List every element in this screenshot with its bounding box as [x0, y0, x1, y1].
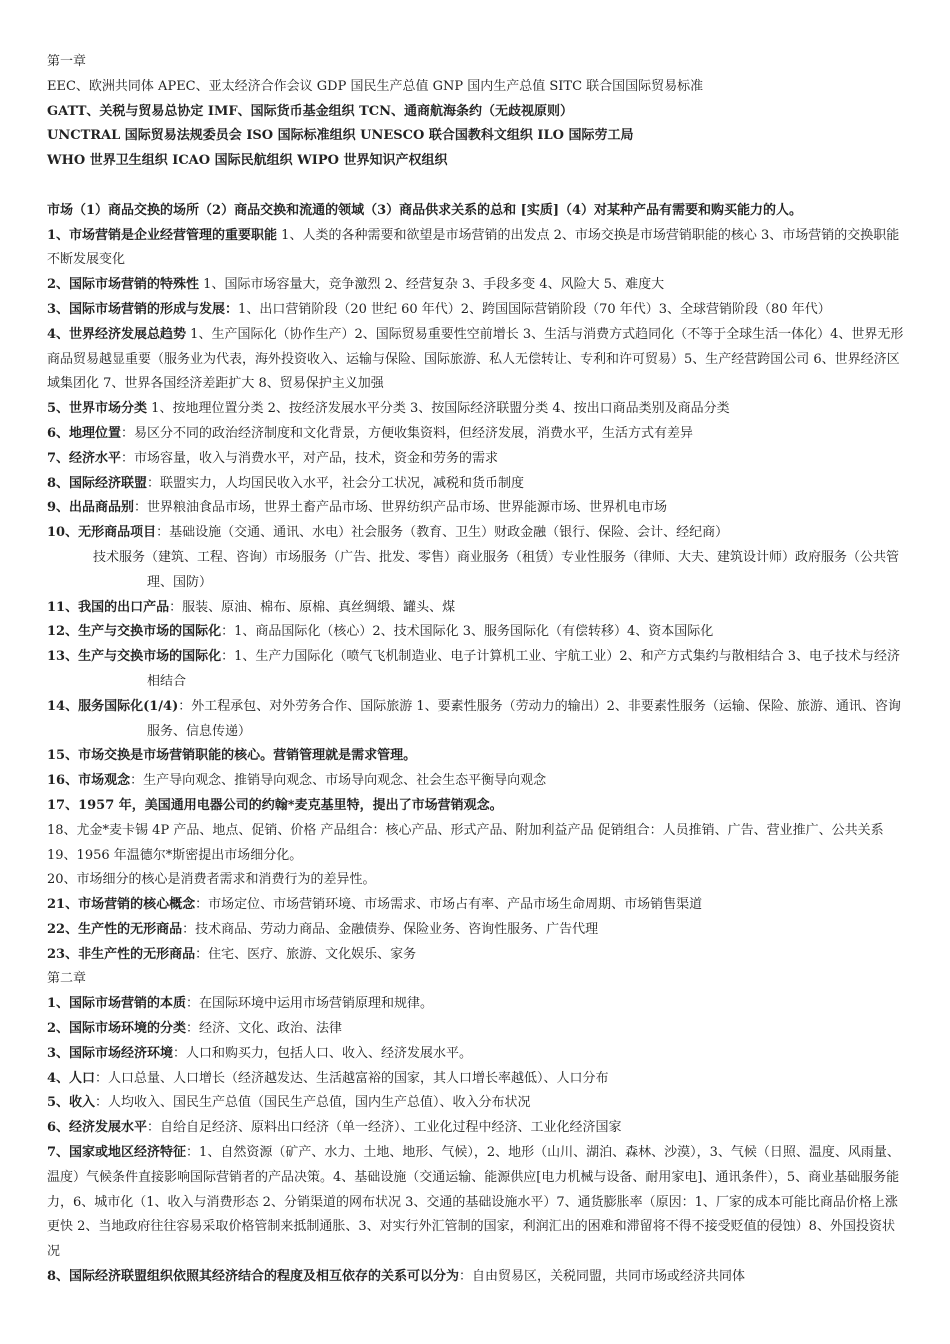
ch1-item-9 — [47, 496, 906, 521]
ch1-item-21 — [47, 893, 906, 918]
ch1-item-7-text: ：市场容量，收入与消费水平，对产品，技术，资金和劳务的需求 — [121, 450, 499, 466]
ch1-item-12-heading: 12、生产与交换市场的国际化 — [47, 624, 222, 640]
ch2-item-1 — [47, 992, 906, 1017]
ch1-item-5-heading: 5、世界市场分类 — [47, 401, 148, 417]
ch2-item-5-heading: 5、收入 — [47, 1095, 96, 1111]
chapter-2-title: 第二章 — [47, 971, 87, 987]
ch1-item-23-heading: 23、非生产性的无形商品 — [47, 946, 196, 962]
ch1-item-1 — [47, 224, 906, 274]
ch1-item-10-text: ：基础设施（交通、通讯、水电）社会服务（教育、卫生）财政金融（银行、保险、会计、经纪商） — [156, 525, 729, 541]
ch1-item-7-heading: 7、经济水平 — [47, 450, 122, 466]
ch1-item-22-text: ：技术商品、劳动力商品、金融债券、保险业务、咨询性服务、广告代理 — [182, 921, 599, 937]
ch1-item-1-heading: 1、市场营销是企业经营管理的重要职能 — [47, 227, 278, 243]
chapter-1-title: 第一章 — [47, 54, 87, 69]
abbr-line-3: UNCTRAL 国际贸易法规委员会 ISO 国际标准组织 UNESCO 联合国教科文组织 ILO 国际劳工局 — [47, 128, 634, 144]
ch1-item-17: 17、1957 年，美国通用电器公司的约翰*麦克基里特，提出了市场营销观念。 — [47, 797, 503, 813]
ch1-item-23 — [47, 943, 906, 968]
ch1-item-10-continuation-text: 技术服务（建筑、工程、咨询）市场服务（广告、批发、零售）商业服务（租赁）专业性服务（律师、大夫、建筑设计师）政府服务（公共管理、国防） — [93, 549, 900, 590]
ch1-item-14 — [47, 695, 906, 745]
ch1-item-16 — [47, 769, 906, 794]
ch1-item-10-continuation — [47, 546, 906, 596]
ch1-item-8-heading: 8、国际经济联盟 — [47, 475, 148, 491]
ch2-item-6 — [47, 1116, 906, 1141]
market-definition: 市场（1）商品交换的场所（2）商品交换和流通的领域（3）商品供求关系的总和 [实质]（4）对某种产品有需要和购买能力的人。 — [47, 202, 803, 218]
ch1-item-9-text: ：世界粮油食品市场，世界土畜产品市场、世界纺织产品市场、世界能源市场、世界机电市场 — [134, 500, 668, 516]
ch1-item-8 — [47, 472, 906, 497]
ch1-item-9-heading: 9、出品商品别 — [47, 500, 135, 516]
ch1-item-3-text: 1、出口营销阶段（20 世纪 60 年代）2、跨国国际营销阶段（70 年代）3、全球营销阶段（80 年代） — [238, 301, 831, 317]
ch2-item-1-heading: 1、国际市场营销的本质 — [47, 996, 187, 1012]
ch2-item-5-text: ：人均收入、国民生产总值（国民生产总值，国内生产总值）、收入分布状况 — [95, 1095, 531, 1111]
ch2-item-3-text: ：人口和购买力，包括人口、收入、经济发展水平。 — [173, 1045, 473, 1061]
ch1-item-11-heading: 11、我国的出口产品 — [47, 599, 170, 615]
ch1-item-4-text: 1、生产国际化（协作生产）2、国际贸易重要性空前增长 3、生活与消费方式趋同化（不等于全球生活一体化）4、世界无形商品贸易越显重要（服务业为代表，海外投资收入、运输与保险、国际旅游、私人无偿转让、专利和许可贸易）5、生产经营跨国公司 6、世界经济区域集团化 7、世界各国经济差距扩大 8、贸易保护主义加强 — [47, 326, 904, 392]
ch1-item-6 — [47, 422, 906, 447]
ch1-item-1-text: 1、人类的各种需要和欲望是市场营销的出发点 2、市场交换是市场营销职能的核心 3、市场营销的交换职能不断发展变化 — [47, 227, 900, 268]
ch2-item-6-text: ：自给自足经济、原料出口经济（单一经济）、工业化过程中经济、工业化经济国家 — [147, 1120, 622, 1136]
ch2-item-4 — [47, 1067, 906, 1092]
ch1-item-23-text: ：住宅、医疗、旅游、文化娱乐、家务 — [195, 946, 417, 962]
abbr-line-2: GATT、关税与贸易总协定 IMF、国际货币基金组织 TCN、通商航海条约（无歧视原则） — [47, 103, 574, 119]
ch1-item-5-text: 1、按地理位置分类 2、按经济发展水平分类 3、按国际经济联盟分类 4、按出口商品类别及商品分类 — [147, 401, 730, 417]
ch1-item-13-text: ：1、生产力国际化（喷气飞机制造业、电子计算机工业、宇航工业）2、和产方式集约与散相结合 3、电子技术与经济相结合 — [147, 649, 901, 689]
ch2-item-8-text: ：自由贸易区，关税同盟，共同市场或经济共同体 — [459, 1269, 746, 1285]
ch1-item-4 — [47, 323, 906, 397]
ch1-item-19: 19、1956 年温德尔*斯密提出市场细分化。 — [47, 847, 303, 863]
ch1-item-16-heading: 16、市场观念 — [47, 773, 131, 789]
ch1-item-21-text: ：市场定位、市场营销环境、市场需求、市场占有率、产品市场生命周期、市场销售渠道 — [195, 897, 703, 913]
abbr-line-1: EEC、欧洲共同体 APEC、亚太经济合作会议 GDP 国民生产总值 GNP 国内生产总值 SITC 联合国国际贸易标准 — [47, 78, 704, 94]
ch1-item-2-heading: 2、国际市场营销的特殊性 — [47, 277, 200, 293]
ch2-item-5 — [47, 1091, 906, 1116]
ch1-item-5 — [47, 397, 906, 422]
ch1-item-22 — [47, 918, 906, 943]
ch1-item-15: 15、市场交换是市场营销职能的核心。营销管理就是需求管理。 — [47, 748, 417, 764]
ch1-item-21-heading: 21、市场营销的核心概念 — [47, 897, 196, 913]
ch2-item-7-heading: 7、国家或地区经济特征 — [47, 1145, 187, 1161]
ch1-item-3-heading: 3、国际市场营销的形成与发展： — [47, 301, 239, 317]
ch2-item-2-heading: 2、国际市场环境的分类 — [47, 1021, 187, 1037]
ch1-item-11 — [47, 596, 906, 621]
ch2-item-7 — [47, 1141, 906, 1265]
ch1-item-12-text: ：1、商品国际化（核心）2、技术国际化 3、服务国际化（有偿转移）4、资本国际化 — [221, 624, 714, 640]
ch1-item-14-heading: 14、服务国际化(1/4) — [47, 698, 179, 714]
ch2-item-6-heading: 6、经济发展水平 — [47, 1120, 148, 1136]
ch1-item-12 — [47, 620, 906, 645]
ch2-item-2 — [47, 1017, 906, 1042]
ch1-item-7 — [47, 447, 906, 472]
ch1-item-6-text: ：易区分不同的政治经济制度和文化背景，方便收集资料，但经济发展，消费水平，生活方式有差异 — [121, 425, 694, 441]
ch2-item-3-heading: 3、国际市场经济环境 — [47, 1045, 174, 1061]
ch2-item-3 — [47, 1042, 906, 1067]
ch2-item-4-heading: 4、人口 — [47, 1070, 96, 1086]
ch2-item-8 — [47, 1265, 906, 1290]
ch1-item-11-text: ：服装、原油、棉布、原棉、真丝绸缎、罐头、煤 — [169, 599, 456, 615]
ch2-item-2-text: ：经济、文化、政治、法律 — [186, 1021, 343, 1037]
ch1-item-6-heading: 6、地理位置 — [47, 425, 122, 441]
blank-line — [47, 174, 906, 199]
ch1-item-14-text: ：外工程承包、对外劳务合作、国际旅游 1、要素性服务（劳动力的输出）2、非要素性服务（运输、保险、旅游、通讯、咨询服务、信息传递） — [147, 698, 901, 739]
ch1-item-4-heading: 4、世界经济发展总趋势 — [47, 326, 187, 342]
ch1-item-10-heading: 10、无形商品项目 — [47, 525, 157, 541]
ch1-item-22-heading: 22、生产性的无形商品 — [47, 921, 183, 937]
ch1-item-8-text: ：联盟实力，人均国民收入水平，社会分工状况，减税和货币制度 — [147, 475, 525, 491]
ch1-item-18: 18、尤金*麦卡锡 4P 产品、地点、促销、价格 产品组合：核心产品、形式产品、附加利益产品 促销组合：人员推销、广告、营业推广、公共关系 — [47, 822, 884, 838]
ch1-item-10 — [47, 521, 906, 546]
ch1-item-20: 20、市场细分的核心是消费者需求和消费行为的差异性。 — [47, 872, 376, 888]
ch2-item-1-text: ：在国际环境中运用市场营销原理和规律。 — [186, 996, 434, 1012]
abbr-line-4: WHO 世界卫生组织 ICAO 国际民航组织 WIPO 世界知识产权组织 — [47, 153, 448, 169]
ch1-item-2-text: 1、国际市场容量大，竞争激烈 2、经营复杂 3、手段多变 4、风险大 5、难度大 — [199, 277, 665, 293]
ch1-item-3 — [47, 298, 906, 323]
ch2-item-4-text: ：人口总量、人口增长（经济越发达、生活越富裕的国家，其人口增长率越低）、人口分布 — [95, 1070, 609, 1086]
ch1-item-16-text: ：生产导向观念、推销导向观念、市场导向观念、社会生态平衡导向观念 — [130, 773, 547, 789]
ch1-item-13 — [47, 645, 906, 695]
ch2-item-8-heading: 8、国际经济联盟组织依照其经济结合的程度及相互依存的关系可以分为 — [47, 1269, 460, 1285]
ch2-item-7-text: ：1、自然资源（矿产、水力、土地、地形、气候），2、地形（山川、湖泊、森林、沙漠），3、气候（日照、温度、风雨量、温度）气候条件直接影响国际营销者的产品决策。4、基础设施（交通运输、能源供应[电力机械与设备、耐用家电]、通讯条件），5、商业基础服务能力，6、城市化（1、收入与消费形态 2、分销渠道的网布状况 3、交通的基础设施水平）7、通货膨胀率（原因：1、厂家的成本可能比商品价格上涨更快 2、当地政府往往容易采取价格管制来抵制通胀、3、对实行外汇管制的国家，利润汇出的困难和滞留将不得不接受贬值的侵蚀）8、外国投资状况 — [47, 1145, 900, 1260]
ch1-item-13-heading: 13、生产与交换市场的国际化 — [47, 649, 222, 665]
ch1-item-2 — [47, 273, 906, 298]
